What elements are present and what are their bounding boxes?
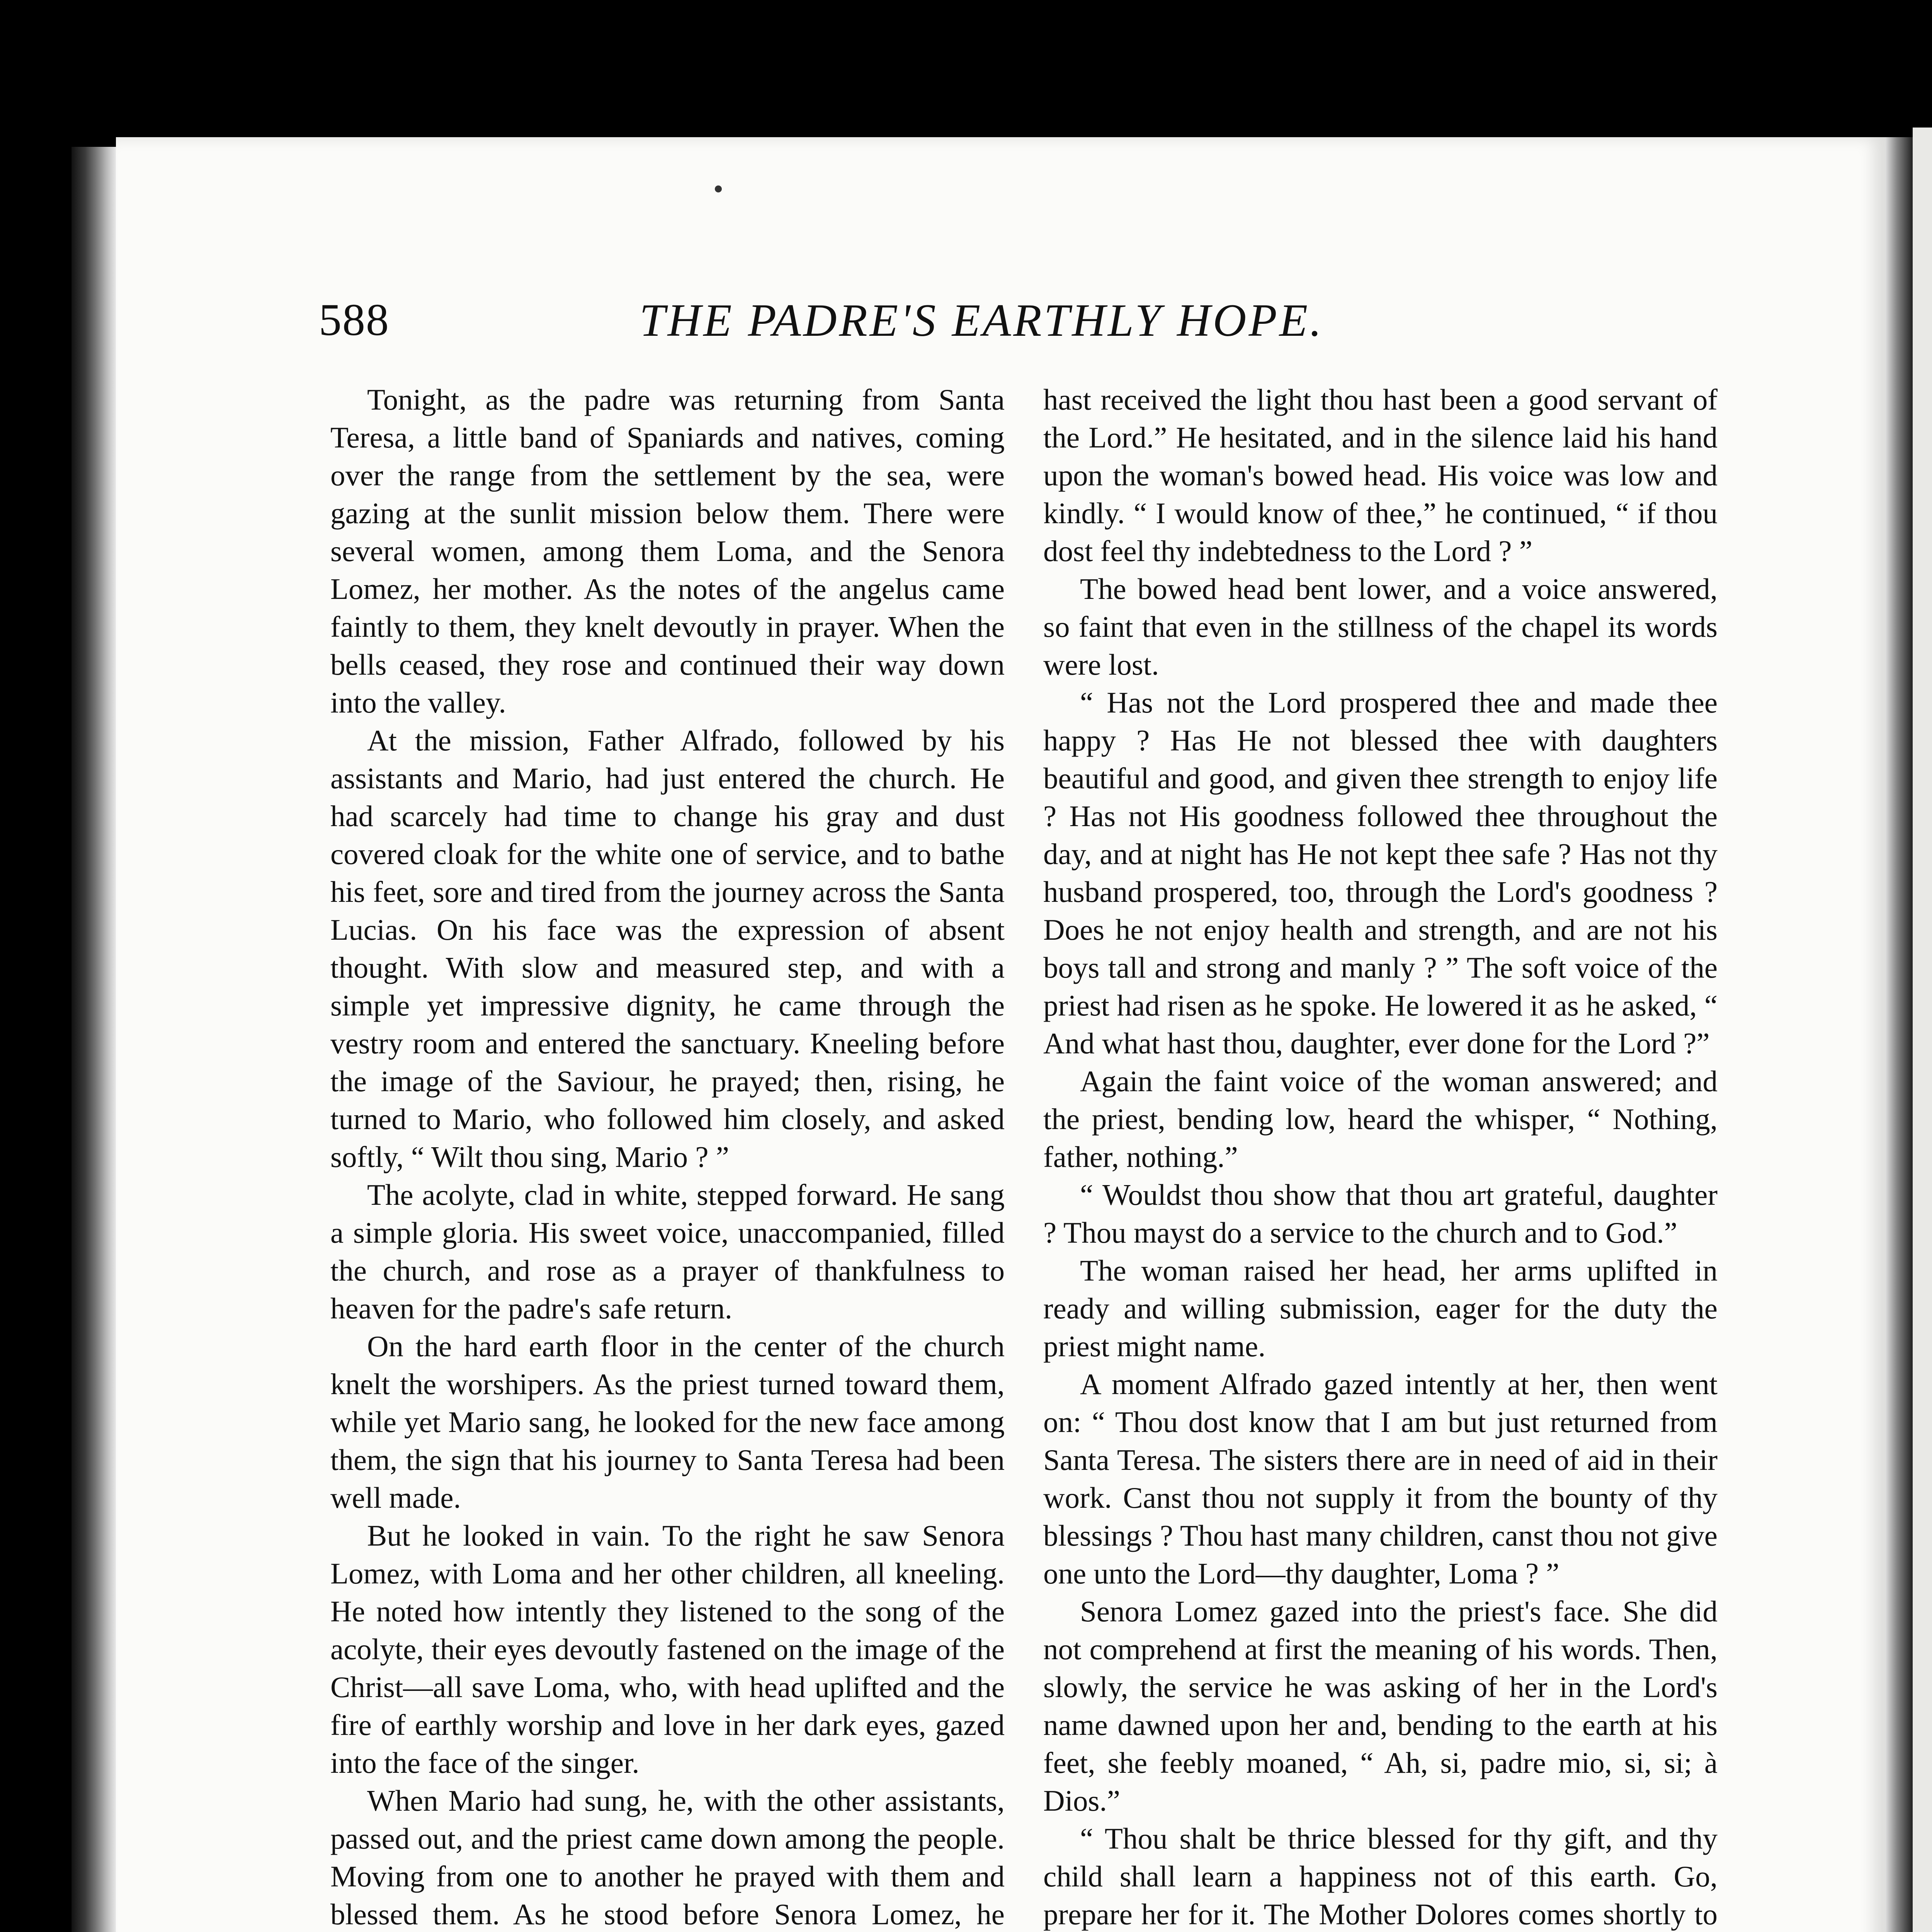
paragraph: On the hard earth floor in the center of the church knelt the worshipers. As the priest turned toward them, while yet Mario sang, he looked for the new face among them, the sign that his journey to Santa Teresa had been well made. [330, 1330, 1005, 1514]
page-number: 588 [319, 294, 389, 345]
paragraph: But he looked in vain. To the right he saw Senora Lomez, with Loma and her other children, all kneeling. He noted how intently they listened to the song of the acolyte, their eyes devoutly fastened on the image of the Christ—all save Loma, who, with head uplifted and the fire of earthly worship and love in her dark eyes, gazed into the face of the singer. [330, 1519, 1005, 1779]
page-header [319, 294, 1721, 359]
ink-speck [715, 185, 722, 192]
paragraph: At the mission, Father Alfrado, followed by his assistants and Mario, had just entered the church. He had scarcely had time to change his gray and dust covered cloak for the white one of service, and to bathe his feet, sore and tired from the journey across the Santa Lucias. On his face was the expression of absent thought. With slow and measured step, and with a simple yet impressive dignity, he came through the vestry room and entered the sanctuary. Kneeling before the image of the Saviour, he prayed; then, rising, he turned to Mario, who followed him closely, and asked softly, “ Wilt thou sing, Mario ? ” [330, 724, 1005, 1173]
paragraph: When Mario had sung, he, with the other assistants, passed out, and the priest came down among the people. Moving from one to another he prayed with them and blessed them. As he stood before Senora Lomez, he [330, 1784, 1005, 1931]
paragraph: The woman raised her head, her arms uplifted in ready and willing submission, eager for the duty the priest might name. [1043, 1254, 1718, 1363]
left-column [330, 381, 1005, 1932]
paragraph: “ Wouldst thou show that thou art grateful, daughter ? Thou mayst do a service to the church and to God.” [1043, 1178, 1718, 1249]
paragraph: “ Has not the Lord prospered thee and made thee happy ? Has He not blessed thee with daughters beautiful and good, and given thee strength to enjoy life ? Has not His goodness followed thee throughout the day, and at night has He not kept thee safe ? Has not thy husband prospered, too, through the Lord's goodness ? Does he not enjoy health and strength, and are not his boys tall and strong and manly ? ” The soft voice of the priest had risen as he spoke. He lowered it as he asked, “ And what hast thou, daughter, ever done for the Lord ?” [1043, 686, 1718, 1060]
continued-paragraph: hast received the light thou hast been a good servant of the Lord.” He hesitated, and in the silence laid his hand upon the woman's bowed head. His voice was low and kindly. “ I would know of thee,” he continued, “ if thou dost feel thy indebtedness to the Lord ? ” [1043, 383, 1718, 568]
running-title: THE PADRE'S EARTHLY HOPE. [639, 294, 1324, 346]
paragraph: Tonight, as the padre was returning from Santa Teresa, a little band of Spaniards and natives, coming over the range from the settlement by the sea, were gazing at the sunlit mission below them. There were several women, among them Loma, and the Senora Lomez, her mother. As the notes of the angelus came faintly to them, they knelt devoutly in prayer. When the bells ceased, they rose and continued their way down into the valley. [330, 383, 1005, 719]
paragraph: The acolyte, clad in white, stepped forward. He sang a simple gloria. His sweet voice, unaccompanied, filled the church, and rose as a prayer of thankfulness to heaven for the padre's safe return. [330, 1178, 1005, 1325]
adjacent-page-edge [1913, 128, 1932, 1932]
paragraph: “ Thou shalt be thrice blessed for thy gift, and thy child shall learn a happiness not of this earth. Go, prepare her for it. The Mother Dolores comes shortly to [1043, 1822, 1718, 1931]
paragraph: Again the faint voice of the woman answered; and the priest, bending low, heard the whisper, “ Nothing, father, nothing.” [1043, 1065, 1718, 1173]
page-gutter [1886, 137, 1913, 1932]
paragraph: Senora Lomez gazed into the priest's face. She did not comprehend at first the meaning of his words. Then, slowly, the service he was asking of her in the Lord's name dawned upon her and, bending to the earth at his feet, she feebly moaned, “ Ah, si, padre mio, si, si; à Dios.” [1043, 1595, 1718, 1817]
paragraph: The bowed head bent lower, and a voice answered, so faint that even in the stillness of the chapel its words were lost. [1043, 572, 1718, 681]
paragraph: A moment Alfrado gazed intently at her, then went on: “ Thou dost know that I am but just returned from Santa Teresa. The sisters there are in need of aid in their work. Canst thou not supply it from the bounty of thy blessings ? Thou hast many children, canst thou not give one unto the Lord—thy daughter, Loma ? ” [1043, 1367, 1718, 1590]
book-spine [71, 147, 116, 1932]
right-column [1043, 381, 1718, 1932]
